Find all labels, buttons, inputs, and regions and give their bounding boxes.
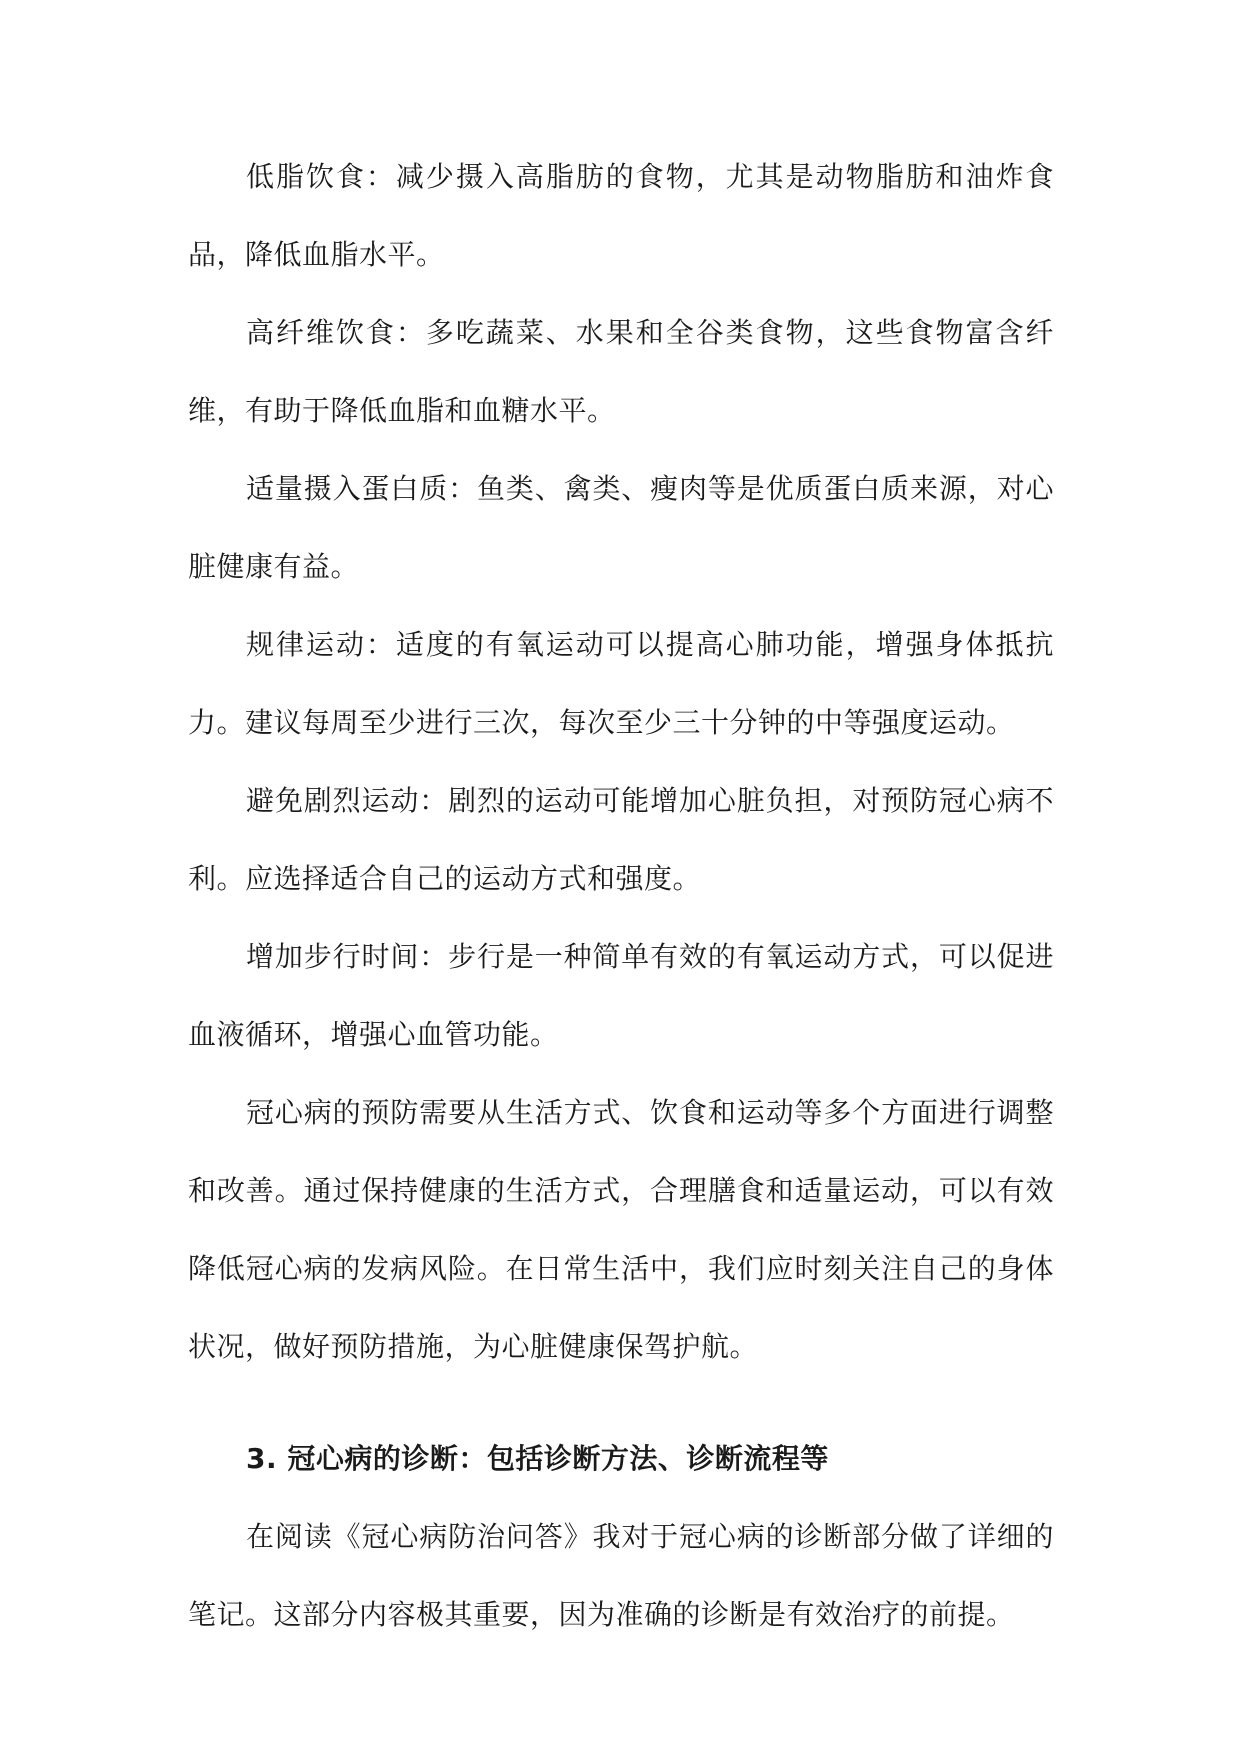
paragraph-prevention-summary: 冠心病的预防需要从生活方式、饮食和运动等多个方面进行调整和改善。通过保持健康的生活方式，合理膳食和适量运动，可以有效降低冠心病的发病风险。在日常生活中，我们应时刻关注自己的身体状况，做好预防措施，为心脏健康保驾护航。 [188,1096,1054,1363]
paragraph-protein-intake: 适量摄入蛋白质：鱼类、禽类、瘦肉等是优质蛋白质来源，对心脏健康有益。 [188,472,1054,583]
paragraph-walking-time: 增加步行时间：步行是一种简单有效的有氧运动方式，可以促进血液循环，增强心血管功能。 [188,940,1054,1051]
paragraph-low-fat-diet: 低脂饮食：减少摄入高脂肪的食物，尤其是动物脂肪和油炸食品，降低血脂水平。 [188,160,1054,271]
section-heading-diagnosis: 3. 冠心病的诊断：包括诊断方法、诊断流程等 [246,1442,829,1475]
paragraph-high-fiber-diet: 高纤维饮食：多吃蔬菜、水果和全谷类食物，这些食物富含纤维，有助于降低血脂和血糖水平。 [188,316,1054,427]
paragraph-diagnosis-intro: 在阅读《冠心病防治问答》我对于冠心病的诊断部分做了详细的笔记。这部分内容极其重要，因为准确的诊断是有效治疗的前提。 [188,1520,1054,1631]
paragraph-regular-exercise: 规律运动：适度的有氧运动可以提高心肺功能，增强身体抵抗力。建议每周至少进行三次，每次至少三十分钟的中等强度运动。 [188,628,1054,739]
paragraph-avoid-intense-exercise: 避免剧烈运动：剧烈的运动可能增加心脏负担，对预防冠心病不利。应选择适合自己的运动方式和强度。 [188,784,1054,895]
document-body [188,138,1054,1654]
